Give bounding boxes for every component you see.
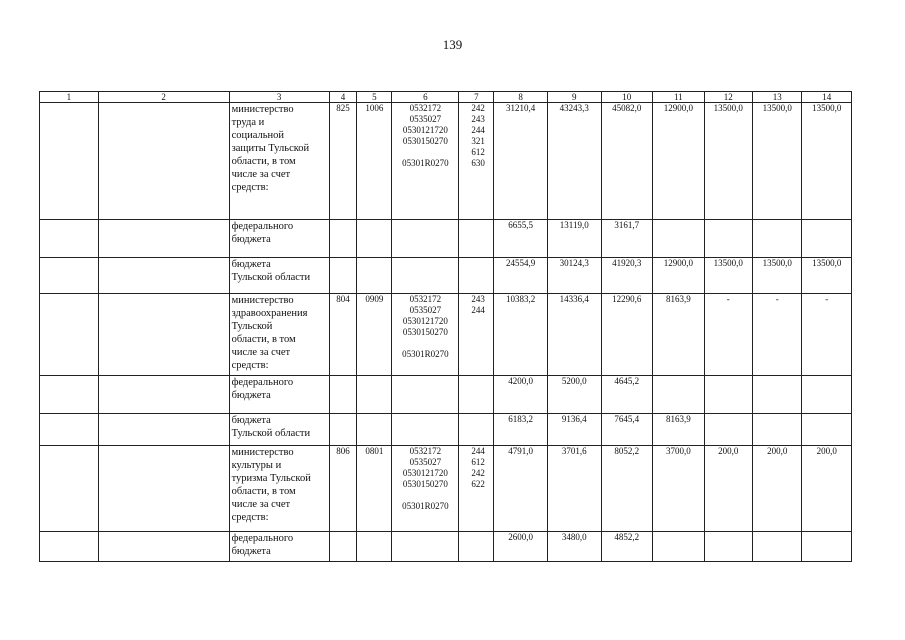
cell-amount-v12: 13500,0 <box>704 103 752 220</box>
cell-amount-v8: 6183,2 <box>494 414 548 446</box>
target-article-code: 0530121720 <box>402 316 448 326</box>
recipient-name-line: социальной <box>231 130 285 141</box>
cell-col-2 <box>98 532 229 562</box>
recipient-name-line: Тульской <box>231 321 273 332</box>
cell-col-2 <box>98 414 229 446</box>
cell-amount-v10: 3161,7 <box>601 220 653 258</box>
column-number: 13 <box>753 92 802 103</box>
cell-section-code: 0909 <box>357 294 392 376</box>
cell-expense-type-codes <box>459 532 494 562</box>
cell-target-article-codes <box>392 376 459 414</box>
cell-amount-v9: 5200,0 <box>547 376 601 414</box>
target-article-code <box>393 147 457 158</box>
target-article-code: 0532172 <box>409 103 442 113</box>
expense-type-code: 242 <box>471 103 485 113</box>
expense-type-code: 243 <box>471 294 485 304</box>
column-number: 1 <box>40 92 99 103</box>
cell-amount-v11 <box>653 532 705 562</box>
cell-recipient-name <box>229 376 329 414</box>
budget-table <box>39 91 852 562</box>
column-number: 9 <box>547 92 601 103</box>
target-article-code: 0535027 <box>409 305 442 315</box>
cell-amount-v12: 200,0 <box>704 446 752 532</box>
cell-section-code <box>357 220 392 258</box>
cell-col-2 <box>98 294 229 376</box>
column-number: 3 <box>229 92 329 103</box>
cell-ministry-code <box>329 220 357 258</box>
cell-col-1 <box>40 220 99 258</box>
cell-amount-v8: 31210,4 <box>494 103 548 220</box>
cell-expense-type-codes <box>459 103 494 220</box>
target-article-code: 0530121720 <box>402 125 448 135</box>
cell-target-article-codes <box>392 532 459 562</box>
cell-recipient-name <box>229 532 329 562</box>
cell-amount-v14: - <box>802 294 852 376</box>
cell-amount-v8: 24554,9 <box>494 258 548 294</box>
page-number: 139 <box>442 37 463 52</box>
cell-col-2 <box>98 103 229 220</box>
cell-amount-v11: 8163,9 <box>653 294 705 376</box>
table-body <box>40 92 852 562</box>
recipient-name-line: области, в том <box>231 486 296 497</box>
cell-amount-v13 <box>753 414 802 446</box>
cell-amount-v9: 9136,4 <box>547 414 601 446</box>
cell-ministry-code <box>329 532 357 562</box>
cell-recipient-name <box>229 294 329 376</box>
table-row <box>40 258 852 294</box>
expense-type-code: 612 <box>471 147 485 157</box>
cell-amount-v13: 13500,0 <box>753 258 802 294</box>
cell-amount-v12: - <box>704 294 752 376</box>
cell-ministry-code <box>329 258 357 294</box>
cell-expense-type-codes <box>459 294 494 376</box>
column-number: 8 <box>494 92 548 103</box>
target-article-code: 05301R0270 <box>402 501 449 511</box>
recipient-name-line: бюджета <box>231 390 271 401</box>
recipient-name-line: средств: <box>231 360 269 371</box>
cell-ministry-code <box>329 414 357 446</box>
expense-type-code: 622 <box>471 479 485 489</box>
table-row <box>40 294 852 376</box>
cell-expense-type-codes <box>459 376 494 414</box>
cell-ministry-code <box>329 376 357 414</box>
recipient-name-line: бюджета <box>231 415 271 426</box>
target-article-code: 05301R0270 <box>402 349 449 359</box>
cell-col-1 <box>40 294 99 376</box>
cell-amount-v12: 13500,0 <box>704 258 752 294</box>
cell-ministry-code: 825 <box>329 103 357 220</box>
cell-target-article-codes <box>392 103 459 220</box>
cell-amount-v11 <box>653 220 705 258</box>
recipient-name-line: бюджета <box>231 234 271 245</box>
cell-amount-v10: 12290,6 <box>601 294 653 376</box>
cell-expense-type-codes <box>459 220 494 258</box>
column-number: 5 <box>357 92 392 103</box>
cell-section-code <box>357 414 392 446</box>
cell-amount-v8: 10383,2 <box>494 294 548 376</box>
cell-section-code <box>357 376 392 414</box>
cell-amount-v14 <box>802 532 852 562</box>
recipient-name-line: федерального <box>231 377 294 388</box>
cell-ministry-code: 804 <box>329 294 357 376</box>
table-row <box>40 532 852 562</box>
expense-type-code: 243 <box>471 114 485 124</box>
cell-amount-v12 <box>704 220 752 258</box>
cell-amount-v12 <box>704 376 752 414</box>
cell-amount-v14 <box>802 220 852 258</box>
cell-amount-v11 <box>653 376 705 414</box>
recipient-name-line: федерального <box>231 221 294 232</box>
recipient-name-line: числе за счет <box>231 169 291 180</box>
cell-recipient-name <box>229 414 329 446</box>
recipient-name-line: средств: <box>231 182 269 193</box>
target-article-code: 0530150270 <box>402 136 448 146</box>
cell-expense-type-codes <box>459 414 494 446</box>
recipient-name-line: туризма Тульской <box>231 473 311 484</box>
recipient-name-line: федерального <box>231 533 294 544</box>
cell-target-article-codes <box>392 414 459 446</box>
column-number: 2 <box>98 92 229 103</box>
recipient-name-line: бюджета <box>231 259 271 270</box>
column-number: 14 <box>802 92 852 103</box>
cell-col-1 <box>40 376 99 414</box>
cell-amount-v10: 4645,2 <box>601 376 653 414</box>
cell-amount-v9: 13119,0 <box>547 220 601 258</box>
cell-amount-v11: 12900,0 <box>653 103 705 220</box>
cell-target-article-codes <box>392 446 459 532</box>
target-article-code: 0535027 <box>409 457 442 467</box>
cell-amount-v8: 6655,5 <box>494 220 548 258</box>
cell-col-1 <box>40 446 99 532</box>
target-article-code: 0532172 <box>409 294 442 304</box>
expense-type-code: 244 <box>471 446 485 456</box>
column-number: 6 <box>392 92 459 103</box>
expense-type-code: 242 <box>471 468 485 478</box>
cell-col-1 <box>40 103 99 220</box>
recipient-name-line: области, в том <box>231 334 296 345</box>
column-number: 12 <box>704 92 752 103</box>
cell-amount-v11: 12900,0 <box>653 258 705 294</box>
cell-amount-v8: 4791,0 <box>494 446 548 532</box>
cell-col-1 <box>40 532 99 562</box>
cell-amount-v13 <box>753 532 802 562</box>
column-number-row <box>40 92 852 103</box>
cell-amount-v14: 200,0 <box>802 446 852 532</box>
table-row <box>40 446 852 532</box>
target-article-code: 05301R0270 <box>402 158 449 168</box>
expense-type-code: 244 <box>471 125 485 135</box>
cell-amount-v8: 4200,0 <box>494 376 548 414</box>
target-article-code <box>393 490 457 501</box>
cell-amount-v9: 3701,6 <box>547 446 601 532</box>
recipient-name-line: защиты Тульской <box>231 143 310 154</box>
recipient-name-line: министерство <box>231 447 294 458</box>
target-article-code: 0530150270 <box>402 479 448 489</box>
recipient-name-line: средств: <box>231 512 269 523</box>
cell-amount-v14 <box>802 376 852 414</box>
cell-amount-v9: 30124,3 <box>547 258 601 294</box>
cell-amount-v9: 43243,3 <box>547 103 601 220</box>
cell-amount-v11: 8163,9 <box>653 414 705 446</box>
recipient-name-line: министерство <box>231 295 294 306</box>
cell-amount-v10: 4852,2 <box>601 532 653 562</box>
cell-recipient-name <box>229 258 329 294</box>
cell-ministry-code: 806 <box>329 446 357 532</box>
cell-col-2 <box>98 220 229 258</box>
cell-amount-v9: 3480,0 <box>547 532 601 562</box>
recipient-name-line: числе за счет <box>231 499 291 510</box>
recipient-name-line: числе за счет <box>231 347 291 358</box>
cell-amount-v12 <box>704 414 752 446</box>
expense-type-code: 630 <box>471 158 485 168</box>
cell-recipient-name <box>229 446 329 532</box>
cell-expense-type-codes <box>459 258 494 294</box>
cell-section-code: 1006 <box>357 103 392 220</box>
cell-amount-v13: 200,0 <box>753 446 802 532</box>
target-article-code: 0532172 <box>409 446 442 456</box>
cell-col-2 <box>98 258 229 294</box>
column-number: 10 <box>601 92 653 103</box>
recipient-name-line: бюджета <box>231 546 271 557</box>
column-number: 4 <box>329 92 357 103</box>
cell-col-1 <box>40 414 99 446</box>
recipient-name-line: труда и <box>231 117 265 128</box>
cell-amount-v14: 13500,0 <box>802 103 852 220</box>
column-number: 11 <box>653 92 705 103</box>
table-row <box>40 376 852 414</box>
target-article-code <box>393 338 457 349</box>
cell-amount-v9: 14336,4 <box>547 294 601 376</box>
cell-section-code: 0801 <box>357 446 392 532</box>
cell-amount-v10: 8052,2 <box>601 446 653 532</box>
cell-target-article-codes <box>392 258 459 294</box>
expense-type-code: 244 <box>471 305 485 315</box>
column-number: 7 <box>459 92 494 103</box>
cell-expense-type-codes <box>459 446 494 532</box>
cell-recipient-name <box>229 103 329 220</box>
cell-amount-v13 <box>753 376 802 414</box>
cell-amount-v10: 45082,0 <box>601 103 653 220</box>
recipient-name-line: Тульской области <box>231 428 311 439</box>
cell-recipient-name <box>229 220 329 258</box>
cell-section-code <box>357 258 392 294</box>
recipient-name-line: области, в том <box>231 156 296 167</box>
cell-target-article-codes <box>392 220 459 258</box>
cell-section-code <box>357 532 392 562</box>
cell-amount-v8: 2600,0 <box>494 532 548 562</box>
expense-type-code: 612 <box>471 457 485 467</box>
cell-amount-v10: 7645,4 <box>601 414 653 446</box>
recipient-name-line: Тульской области <box>231 272 311 283</box>
target-article-code: 0535027 <box>409 114 442 124</box>
cell-col-2 <box>98 376 229 414</box>
table-row <box>40 220 852 258</box>
target-article-code: 0530121720 <box>402 468 448 478</box>
table-row <box>40 103 852 220</box>
cell-amount-v14 <box>802 414 852 446</box>
cell-target-article-codes <box>392 294 459 376</box>
recipient-name-line: культуры и <box>231 460 282 471</box>
cell-col-2 <box>98 446 229 532</box>
cell-amount-v13: 13500,0 <box>753 103 802 220</box>
cell-amount-v13 <box>753 220 802 258</box>
table-row <box>40 414 852 446</box>
cell-col-1 <box>40 258 99 294</box>
cell-amount-v11: 3700,0 <box>653 446 705 532</box>
expense-type-code: 321 <box>471 136 485 146</box>
target-article-code: 0530150270 <box>402 327 448 337</box>
recipient-name-line: министерство <box>231 104 294 115</box>
cell-amount-v12 <box>704 532 752 562</box>
cell-amount-v13: - <box>753 294 802 376</box>
cell-amount-v10: 41920,3 <box>601 258 653 294</box>
cell-amount-v14: 13500,0 <box>802 258 852 294</box>
recipient-name-line: здравоохранения <box>231 308 308 319</box>
